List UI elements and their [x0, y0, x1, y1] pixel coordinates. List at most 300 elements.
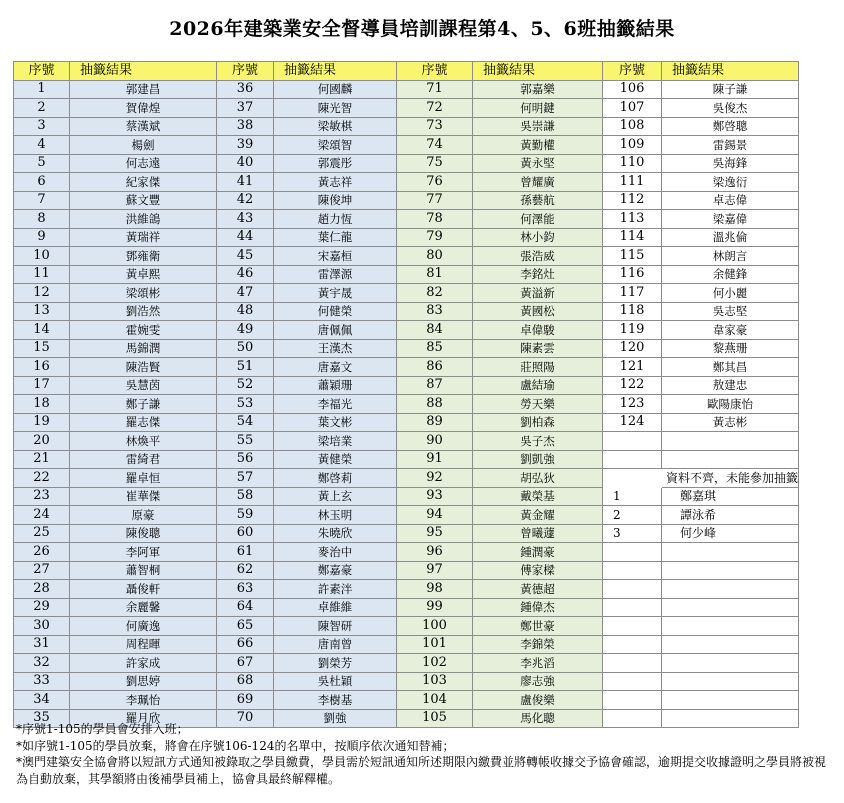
empty-cell	[662, 635, 799, 654]
table-row	[14, 339, 799, 358]
lottery-name: 敖建忠	[662, 376, 799, 395]
lottery-name: 朱曉欣	[274, 524, 397, 543]
lottery-name: 曾曦蘧	[473, 524, 603, 543]
lottery-name: 聶俊軒	[70, 580, 217, 599]
lottery-name: 卓志偉	[662, 191, 799, 210]
lottery-name: 劉思婷	[70, 672, 217, 691]
seq-number: 50	[217, 339, 274, 358]
table-row	[14, 543, 799, 562]
table-row	[14, 210, 799, 229]
lottery-name: 黃德超	[473, 580, 603, 599]
lottery-name: 鄭子謙	[70, 395, 217, 414]
table-row	[14, 376, 799, 395]
lottery-name: 鍾潤豪	[473, 543, 603, 562]
seq-number: 64	[217, 598, 274, 617]
result-header: 抽籤結果	[70, 62, 217, 81]
seq-number: 18	[14, 395, 70, 414]
seq-number: 22	[14, 469, 70, 488]
page-title: 2026年建築業安全督導員培訓課程第4、5、6班抽籤結果	[169, 18, 675, 40]
seq-number: 32	[14, 654, 70, 673]
lottery-name: 吳杜穎	[274, 672, 397, 691]
lottery-name: 陳素雲	[473, 339, 603, 358]
lottery-name: 葉仁龍	[274, 228, 397, 247]
table-row	[14, 284, 799, 303]
empty-cell	[662, 654, 799, 673]
seq-number: 52	[217, 376, 274, 395]
empty-cell	[603, 691, 662, 710]
incomplete-name: 譚泳希	[662, 506, 799, 525]
footnote: *序號1-105的學員會安排入班；	[16, 722, 189, 736]
lottery-name: 黃宇晟	[274, 284, 397, 303]
result-header: 抽籤結果	[662, 62, 799, 81]
lottery-name: 何明鍵	[473, 99, 603, 118]
seq-number: 108	[603, 117, 662, 136]
seq-number: 103	[397, 672, 473, 691]
table-row	[14, 654, 799, 673]
seq-number: 56	[217, 450, 274, 469]
table-row	[14, 321, 799, 340]
seq-number: 25	[14, 524, 70, 543]
empty-cell	[603, 450, 662, 469]
lottery-name: 霍婉雯	[70, 321, 217, 340]
seq-number: 106	[603, 80, 662, 99]
table-row	[14, 598, 799, 617]
table-row	[14, 136, 799, 155]
lottery-name: 許家成	[70, 654, 217, 673]
lottery-name: 余麗馨	[70, 598, 217, 617]
empty-cell	[662, 432, 799, 451]
seq-number: 71	[397, 80, 473, 99]
seq-number: 65	[217, 617, 274, 636]
empty-cell	[662, 691, 799, 710]
lottery-name: 吳俊杰	[662, 99, 799, 118]
empty-cell	[662, 450, 799, 469]
spacer-cell	[603, 469, 662, 488]
seq-number: 40	[217, 154, 274, 173]
seq-number: 79	[397, 228, 473, 247]
seq-number: 36	[217, 80, 274, 99]
lottery-name: 蕭穎珊	[274, 376, 397, 395]
lottery-name: 鄭啓莉	[274, 469, 397, 488]
result-header: 抽籤結果	[274, 62, 397, 81]
seq-number: 100	[397, 617, 473, 636]
table-row	[14, 173, 799, 192]
lottery-name: 原豪	[70, 506, 217, 525]
lottery-name: 梁頌彬	[70, 284, 217, 303]
lottery-name: 黃志彬	[662, 413, 799, 432]
lottery-name: 卓維維	[274, 598, 397, 617]
table-row	[14, 99, 799, 118]
empty-cell	[662, 580, 799, 599]
seq-header: 序號	[14, 62, 70, 81]
lottery-name: 林煥平	[70, 432, 217, 451]
lottery-name: 李福光	[274, 395, 397, 414]
empty-cell	[662, 672, 799, 691]
lottery-name: 何志遠	[70, 154, 217, 173]
empty-cell	[603, 543, 662, 562]
lottery-name: 梁培業	[274, 432, 397, 451]
lottery-name: 梁嘉偉	[662, 210, 799, 229]
lottery-name: 蕭智桐	[70, 561, 217, 580]
lottery-name: 郭建昌	[70, 80, 217, 99]
seq-number: 5	[14, 154, 70, 173]
table-row	[14, 191, 799, 210]
seq-number: 91	[397, 450, 473, 469]
seq-number: 118	[603, 302, 662, 321]
seq-number: 6	[14, 173, 70, 192]
table-row	[14, 154, 799, 173]
seq-number: 95	[397, 524, 473, 543]
seq-number: 87	[397, 376, 473, 395]
lottery-name: 劉柏森	[473, 413, 603, 432]
seq-number: 97	[397, 561, 473, 580]
lottery-name: 鄭世豪	[473, 617, 603, 636]
seq-number: 81	[397, 265, 473, 284]
lottery-name: 何健榮	[274, 302, 397, 321]
seq-number: 83	[397, 302, 473, 321]
seq-number: 73	[397, 117, 473, 136]
seq-number: 101	[397, 635, 473, 654]
lottery-name: 蘇文豐	[70, 191, 217, 210]
table-row	[14, 228, 799, 247]
seq-header: 序號	[603, 62, 662, 81]
seq-number: 110	[603, 154, 662, 173]
lottery-name: 鄭嘉豪	[274, 561, 397, 580]
lottery-name: 劉凱強	[473, 450, 603, 469]
seq-number: 34	[14, 691, 70, 710]
footnote: *澳門建築安全協會將以短訊方式通知被錄取之學員繳費，學員需於短訊通知所述期限內繳費並將轉帳收據交予協會確認，逾期提交收據證明之學員將被視為自動放棄，其學額將由後補學員補上，協會具最終解釋權。	[16, 755, 827, 786]
lottery-name: 王漢杰	[274, 339, 397, 358]
lottery-name: 宋嘉桓	[274, 247, 397, 266]
lottery-name: 盧俊樂	[473, 691, 603, 710]
lottery-name: 陳智研	[274, 617, 397, 636]
seq-number: 44	[217, 228, 274, 247]
lottery-name: 鄭啓聰	[662, 117, 799, 136]
seq-number: 84	[397, 321, 473, 340]
seq-number: 3	[14, 117, 70, 136]
seq-number: 94	[397, 506, 473, 525]
seq-number: 9	[14, 228, 70, 247]
lottery-name: 唐嘉文	[274, 358, 397, 377]
lottery-name: 胡弘狄	[473, 469, 603, 488]
lottery-name: 趙力恆	[274, 210, 397, 229]
incomplete-name: 鄭嘉琪	[662, 487, 799, 506]
lottery-name: 劉浩然	[70, 302, 217, 321]
lottery-name: 唐佩佩	[274, 321, 397, 340]
lottery-name: 劉強	[274, 709, 397, 728]
lottery-name: 黃國松	[473, 302, 603, 321]
seq-header: 序號	[397, 62, 473, 81]
seq-number: 2	[14, 99, 70, 118]
seq-number: 31	[14, 635, 70, 654]
table-row	[14, 302, 799, 321]
empty-cell	[662, 543, 799, 562]
seq-number: 43	[217, 210, 274, 229]
seq-number: 38	[217, 117, 274, 136]
lottery-name: 黃上玄	[274, 487, 397, 506]
lottery-name: 陳俊坤	[274, 191, 397, 210]
lottery-results-table	[13, 61, 799, 728]
lottery-name: 羅卓恒	[70, 469, 217, 488]
seq-number: 85	[397, 339, 473, 358]
lottery-name: 陳光智	[274, 99, 397, 118]
seq-number: 123	[603, 395, 662, 414]
table-row	[14, 635, 799, 654]
table-row	[14, 691, 799, 710]
seq-number: 45	[217, 247, 274, 266]
table-row	[14, 432, 799, 451]
lottery-name: 何澤能	[473, 210, 603, 229]
seq-number: 122	[603, 376, 662, 395]
seq-number: 124	[603, 413, 662, 432]
lottery-name: 郭嘉樂	[473, 80, 603, 99]
lottery-name: 鄭其昌	[662, 358, 799, 377]
seq-number: 23	[14, 487, 70, 506]
table-row	[14, 561, 799, 580]
seq-number: 114	[603, 228, 662, 247]
lottery-name: 林朗言	[662, 247, 799, 266]
seq-number: 54	[217, 413, 274, 432]
lottery-name: 何小麗	[662, 284, 799, 303]
seq-number: 116	[603, 265, 662, 284]
seq-number: 17	[14, 376, 70, 395]
seq-number: 70	[217, 709, 274, 728]
incomplete-note: 資料不齊，未能參加抽籤	[662, 469, 799, 488]
empty-cell	[603, 598, 662, 617]
seq-number: 58	[217, 487, 274, 506]
seq-number: 57	[217, 469, 274, 488]
lottery-name: 張浩威	[473, 247, 603, 266]
seq-number: 90	[397, 432, 473, 451]
lottery-name: 莊照陽	[473, 358, 603, 377]
lottery-name: 歐陽康怡	[662, 395, 799, 414]
seq-number: 109	[603, 136, 662, 155]
table-row	[14, 117, 799, 136]
incomplete-number: 1	[603, 487, 662, 506]
lottery-name: 黃健榮	[274, 450, 397, 469]
table-row	[14, 247, 799, 266]
seq-number: 80	[397, 247, 473, 266]
lottery-name: 林玉明	[274, 506, 397, 525]
seq-number: 112	[603, 191, 662, 210]
lottery-name: 馬錦潤	[70, 339, 217, 358]
empty-cell	[662, 561, 799, 580]
lottery-name: 林小鈞	[473, 228, 603, 247]
empty-cell	[603, 635, 662, 654]
footnote: *如序號1-105的學員放棄，將會在序號106-124的名單中，按順序依次通知替補；	[16, 738, 455, 753]
table-row	[14, 80, 799, 99]
lottery-name: 梁頌智	[274, 136, 397, 155]
table-row	[14, 487, 799, 506]
lottery-name: 廖志強	[473, 672, 603, 691]
seq-number: 51	[217, 358, 274, 377]
seq-number: 86	[397, 358, 473, 377]
lottery-name: 余健鋒	[662, 265, 799, 284]
lottery-name: 羅志傑	[70, 413, 217, 432]
seq-number: 27	[14, 561, 70, 580]
lottery-name: 馬化聰	[473, 709, 603, 728]
seq-number: 77	[397, 191, 473, 210]
seq-number: 82	[397, 284, 473, 303]
seq-number: 61	[217, 543, 274, 562]
lottery-name: 黃志祥	[274, 173, 397, 192]
seq-number: 41	[217, 173, 274, 192]
seq-number: 14	[14, 321, 70, 340]
lottery-name: 鄧雍衛	[70, 247, 217, 266]
seq-number: 76	[397, 173, 473, 192]
lottery-name: 許素泮	[274, 580, 397, 599]
seq-number: 30	[14, 617, 70, 636]
seq-number: 24	[14, 506, 70, 525]
table-row	[14, 358, 799, 377]
table-row	[14, 617, 799, 636]
table-row	[14, 395, 799, 414]
lottery-name: 劉榮芳	[274, 654, 397, 673]
empty-cell	[603, 654, 662, 673]
seq-number: 93	[397, 487, 473, 506]
empty-cell	[603, 580, 662, 599]
footnotes	[16, 721, 834, 787]
seq-number: 117	[603, 284, 662, 303]
seq-number: 89	[397, 413, 473, 432]
seq-number: 15	[14, 339, 70, 358]
seq-number: 104	[397, 691, 473, 710]
seq-number: 115	[603, 247, 662, 266]
seq-number: 26	[14, 543, 70, 562]
lottery-name: 黃金耀	[473, 506, 603, 525]
seq-number: 46	[217, 265, 274, 284]
lottery-name: 溫兆倫	[662, 228, 799, 247]
empty-cell	[603, 672, 662, 691]
seq-number: 29	[14, 598, 70, 617]
seq-number: 92	[397, 469, 473, 488]
lottery-name: 李銘灶	[473, 265, 603, 284]
seq-number: 35	[14, 709, 70, 728]
lottery-name: 吳海鋒	[662, 154, 799, 173]
seq-number: 11	[14, 265, 70, 284]
table-row	[14, 672, 799, 691]
lottery-name: 郭震彤	[274, 154, 397, 173]
seq-number: 16	[14, 358, 70, 377]
empty-cell	[662, 598, 799, 617]
seq-number: 75	[397, 154, 473, 173]
seq-number: 121	[603, 358, 662, 377]
lottery-name: 黃永堅	[473, 154, 603, 173]
lottery-name: 紀家傑	[70, 173, 217, 192]
table-row	[14, 524, 799, 543]
lottery-name: 吳子杰	[473, 432, 603, 451]
lottery-name: 洪維鴿	[70, 210, 217, 229]
lottery-name: 周程暉	[70, 635, 217, 654]
seq-number: 33	[14, 672, 70, 691]
table-row	[14, 450, 799, 469]
seq-number: 48	[217, 302, 274, 321]
lottery-name: 陳子謙	[662, 80, 799, 99]
lottery-name: 傅家樑	[473, 561, 603, 580]
lottery-name: 吳慧茵	[70, 376, 217, 395]
lottery-name: 賀偉煌	[70, 99, 217, 118]
lottery-name: 雷錫景	[662, 136, 799, 155]
seq-number: 20	[14, 432, 70, 451]
seq-number: 107	[603, 99, 662, 118]
seq-number: 66	[217, 635, 274, 654]
table-row	[14, 580, 799, 599]
result-header: 抽籤結果	[473, 62, 603, 81]
lottery-name: 何廣逸	[70, 617, 217, 636]
seq-number: 69	[217, 691, 274, 710]
seq-number: 74	[397, 136, 473, 155]
incomplete-number: 3	[603, 524, 662, 543]
seq-number: 4	[14, 136, 70, 155]
lottery-name: 羅月欣	[70, 709, 217, 728]
lottery-name: 黎燕珊	[662, 339, 799, 358]
seq-number: 42	[217, 191, 274, 210]
seq-number: 120	[603, 339, 662, 358]
incomplete-number: 2	[603, 506, 662, 525]
table-row	[14, 265, 799, 284]
lottery-name: 蔡漢斌	[70, 117, 217, 136]
seq-number: 78	[397, 210, 473, 229]
lottery-name: 陳浩賢	[70, 358, 217, 377]
lottery-name: 李樹基	[274, 691, 397, 710]
seq-number: 12	[14, 284, 70, 303]
header-row	[14, 62, 799, 81]
lottery-name: 陳俊聰	[70, 524, 217, 543]
lottery-name: 梁逸衍	[662, 173, 799, 192]
seq-number: 96	[397, 543, 473, 562]
lottery-name: 鍾偉杰	[473, 598, 603, 617]
seq-number: 8	[14, 210, 70, 229]
lottery-name: 李兆滔	[473, 654, 603, 673]
lottery-name: 韋家豪	[662, 321, 799, 340]
lottery-name: 黃卓熙	[70, 265, 217, 284]
empty-cell	[603, 617, 662, 636]
seq-number: 59	[217, 506, 274, 525]
seq-number: 67	[217, 654, 274, 673]
lottery-name: 麥治中	[274, 543, 397, 562]
seq-number: 99	[397, 598, 473, 617]
seq-number: 37	[217, 99, 274, 118]
lottery-name: 李錦榮	[473, 635, 603, 654]
table-row	[14, 469, 799, 488]
seq-number: 60	[217, 524, 274, 543]
seq-number: 28	[14, 580, 70, 599]
seq-number: 113	[603, 210, 662, 229]
lottery-name: 黃瑞祥	[70, 228, 217, 247]
seq-number: 62	[217, 561, 274, 580]
seq-number: 105	[397, 709, 473, 728]
empty-cell	[662, 617, 799, 636]
lottery-name: 雷綺君	[70, 450, 217, 469]
seq-number: 7	[14, 191, 70, 210]
lottery-name: 黃溢新	[473, 284, 603, 303]
seq-number: 19	[14, 413, 70, 432]
seq-number: 98	[397, 580, 473, 599]
seq-number: 119	[603, 321, 662, 340]
seq-number: 13	[14, 302, 70, 321]
seq-number: 55	[217, 432, 274, 451]
seq-number: 21	[14, 450, 70, 469]
seq-number: 111	[603, 173, 662, 192]
lottery-name: 何國麟	[274, 80, 397, 99]
seq-number: 49	[217, 321, 274, 340]
table-row	[14, 506, 799, 525]
lottery-name: 葉文彬	[274, 413, 397, 432]
lottery-name: 楊劍	[70, 136, 217, 155]
seq-number: 39	[217, 136, 274, 155]
lottery-name: 吳志堅	[662, 302, 799, 321]
lottery-name: 勞天樂	[473, 395, 603, 414]
